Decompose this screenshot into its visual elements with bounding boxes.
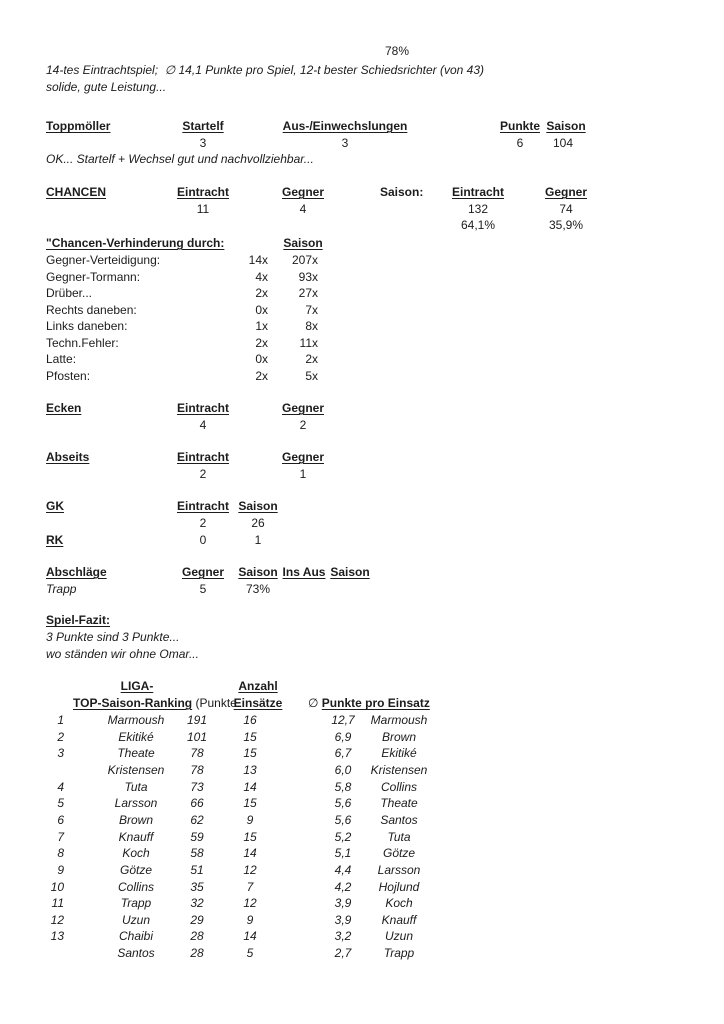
intro-row-2 — [0, 80, 724, 97]
verhinderung-row-label: Gegner-Tormann: — [46, 269, 141, 284]
ranking-avg-player-name: Hojlund — [378, 879, 420, 894]
verhinderung-header-row — [0, 236, 724, 253]
ranking-row — [0, 946, 724, 963]
chancen-gegner-value: 4 — [299, 202, 307, 216]
ranking-rank: 13 — [50, 929, 64, 944]
abseits-gegner-value: 1 — [299, 467, 307, 481]
ranking-rank: 12 — [50, 912, 64, 927]
ranking-avg-player-name: Ekitiké — [381, 746, 417, 761]
abseits-label: Abseits — [46, 450, 90, 464]
intro-comment-1: 14-tes Eintrachtspiel; ∅ 14,1 Punkte pro Spiel, 12-t bester Schiedsrichter (von 43) — [46, 63, 485, 77]
chancen-col-gegner: Gegner — [281, 185, 324, 199]
ranking-appearances: 15 — [243, 746, 257, 761]
ranking-points: 35 — [190, 879, 204, 894]
verhinderung-col-saison: Saison — [283, 236, 323, 250]
karten-col-eintracht: Eintracht — [176, 499, 229, 513]
ranking-player-name: Marmoush — [107, 713, 165, 727]
abschlaege-col-gegner: Gegner — [181, 565, 224, 579]
ranking-player-name: Theate — [117, 746, 155, 761]
ranking-row — [0, 796, 724, 813]
ranking-points: 32 — [190, 896, 204, 911]
verhinderung-saison-value: 8x — [305, 319, 318, 333]
ranking-player-name: Götze — [119, 862, 152, 877]
verhinderung-spiel-value: 1x — [255, 319, 268, 333]
verhinderung-row — [0, 352, 724, 369]
coach-header-row — [0, 119, 724, 136]
ranking-points: 59 — [190, 829, 204, 844]
ranking-player-name: Larsson — [114, 796, 158, 811]
verhinderung-spiel-value: 0x — [255, 352, 268, 366]
ranking-player-name: Chaibi — [118, 929, 154, 944]
ranking-avg-player-name: Kristensen — [370, 762, 428, 777]
ranking-player-name: Ekitiké — [118, 729, 154, 744]
abschlaege-player: Trapp — [46, 582, 77, 596]
ranking-player-name: Trapp — [120, 896, 152, 911]
ranking-avg-player-name: Uzun — [384, 929, 413, 944]
ranking-rank: 8 — [57, 846, 64, 861]
ranking-points: 78 — [190, 762, 204, 777]
ranking-avg-player-name: Larsson — [377, 862, 421, 877]
ecken-col-eintracht: Eintracht — [176, 401, 229, 415]
verhinderung-spiel-value: 2x — [255, 335, 268, 350]
ranking-row — [0, 830, 724, 847]
ranking-avg-points: 5,6 — [334, 812, 352, 827]
fazit-header-row — [0, 613, 724, 630]
ranking-row — [0, 746, 724, 763]
verhinderung-row-label: Techn.Fehler: — [46, 335, 119, 350]
ranking-rank: 6 — [57, 812, 64, 827]
ranking-avg-points: 2,7 — [334, 946, 352, 961]
ranking-appearances: 15 — [243, 829, 257, 844]
ranking-rank: 10 — [50, 879, 64, 894]
abschlaege-values-row — [0, 582, 724, 599]
coach-col-punkte: Punkte — [499, 119, 540, 133]
fazit-comment-1: 3 Punkte sind 3 Punkte... — [46, 630, 180, 644]
ranking-row — [0, 713, 724, 730]
ranking-avg-points: 6,9 — [334, 729, 352, 744]
verhinderung-row-label: Drüber... — [46, 286, 93, 300]
ranking-rank: 11 — [51, 896, 64, 911]
ranking-avg-player-name: Tuta — [387, 829, 411, 844]
ranking-avg-points: 5,1 — [334, 846, 352, 861]
verhinderung-row-label: Gegner-Verteidigung: — [46, 253, 161, 267]
chancen-col-saison-gegner: Gegner — [544, 185, 587, 199]
coach-wechsel-value: 3 — [341, 136, 349, 150]
chancen-saison-eintracht-value: 132 — [467, 202, 489, 216]
verhinderung-spiel-value: 4x — [255, 269, 268, 284]
coach-startelf-value: 3 — [199, 136, 207, 150]
ranking-player-name: Koch — [122, 846, 150, 861]
ranking-row — [0, 763, 724, 780]
intro-row-1 — [0, 63, 724, 80]
fazit-row-1 — [0, 630, 724, 647]
ranking-avg-points: 3,2 — [334, 929, 352, 944]
ranking-appearances: 9 — [246, 812, 254, 827]
abschlaege-col-ins-aus: Ins Aus — [282, 565, 326, 579]
ranking-player-name: Tuta — [124, 779, 148, 794]
ranking-player-name: Knauff — [118, 829, 154, 844]
abschlaege-gegner-value: 5 — [199, 582, 207, 596]
ranking-header-einsaetze: Einsätze — [233, 696, 283, 710]
verhinderung-row-label: Rechts daneben: — [46, 302, 137, 317]
verhinderung-saison-value: 207x — [291, 253, 318, 267]
ranking-row — [0, 846, 724, 863]
ranking-header-liga: LIGA- — [120, 679, 154, 693]
abseits-col-gegner: Gegner — [281, 450, 324, 464]
ranking-player-name: Santos — [117, 946, 155, 961]
ranking-avg-player-name: Koch — [385, 896, 413, 911]
ranking-header-topranking-bold: TOP-Saison-Ranking — [73, 696, 193, 710]
ranking-row — [0, 913, 724, 930]
ranking-avg-player-name: Santos — [380, 812, 418, 827]
ecken-col-gegner: Gegner — [281, 401, 324, 415]
coach-saison-value: 104 — [552, 136, 574, 150]
rk-row — [0, 533, 724, 550]
ranking-points: 73 — [190, 779, 204, 794]
ranking-avg-points: 5,8 — [334, 779, 352, 794]
ranking-appearances: 9 — [246, 912, 254, 927]
rk-eintracht-value: 0 — [199, 533, 207, 547]
verhinderung-row — [0, 336, 724, 353]
ranking-header-row-2 — [0, 696, 724, 713]
ranking-points: 66 — [190, 796, 204, 811]
ranking-rank: 3 — [57, 746, 64, 761]
ranking-player-name: Collins — [117, 879, 154, 894]
ranking-row — [0, 813, 724, 830]
ranking-rank: 5 — [57, 796, 64, 811]
ranking-appearances: 7 — [246, 879, 254, 894]
ranking-avg-player-name: Theate — [380, 796, 418, 811]
coach-comment-row — [0, 152, 724, 169]
coach-col-wechsel: Aus-/Einwechslungen — [282, 119, 408, 133]
ranking-appearances: 14 — [243, 929, 257, 944]
ranking-appearances: 16 — [243, 713, 257, 727]
gk-eintracht-value: 2 — [199, 516, 207, 530]
ranking-points: 78 — [190, 746, 204, 761]
ranking-rank: 9 — [57, 862, 64, 877]
ranking-appearances: 12 — [243, 862, 257, 877]
chancen-label: CHANCEN — [46, 185, 106, 199]
chancen-col-eintracht: Eintracht — [176, 185, 229, 199]
ranking-points: 58 — [190, 846, 204, 861]
verhinderung-row-label: Pfosten: — [46, 368, 91, 383]
ranking-appearances: 14 — [243, 846, 257, 861]
verhinderung-row — [0, 303, 724, 320]
verhinderung-row-label: Latte: — [46, 352, 77, 366]
verhinderung-label: "Chancen-Verhinderung durch: — [46, 236, 225, 250]
chancen-saison-gegner-value: 74 — [559, 202, 573, 216]
fazit-comment-2: wo ständen wir ohne Omar... — [46, 647, 199, 661]
ranking-avg-player-name: Trapp — [383, 946, 415, 961]
verhinderung-row — [0, 319, 724, 336]
ranking-header-anzahl: Anzahl — [238, 679, 278, 693]
verhinderung-row — [0, 369, 724, 386]
ranking-rank: 4 — [57, 779, 64, 794]
ranking-rank: 1 — [57, 713, 64, 727]
ranking-rank: 2 — [57, 729, 64, 744]
verhinderung-saison-value: 93x — [298, 269, 318, 284]
gk-label: GK — [46, 499, 64, 513]
chancen-saison-label: Saison: — [380, 185, 424, 199]
ranking-points: 28 — [190, 946, 204, 961]
verhinderung-row — [0, 253, 724, 270]
chancen-eintracht-value: 11 — [196, 202, 210, 216]
referee-percent: 78% — [384, 44, 410, 58]
ranking-appearances: 12 — [243, 896, 257, 911]
ranking-appearances: 15 — [243, 729, 257, 744]
ranking-appearances: 5 — [246, 946, 254, 961]
abschlaege-col-saison: Saison — [238, 565, 278, 579]
karten-col-saison: Saison — [238, 499, 278, 513]
ranking-row — [0, 896, 724, 913]
chancen-values-row — [0, 202, 724, 219]
ranking-avg-points: 3,9 — [334, 912, 352, 927]
chancen-saison-gegner-pct: 35,9% — [548, 218, 584, 232]
ranking-header-avg — [308, 696, 430, 710]
abschlaege-saison-value: 73% — [245, 582, 271, 596]
chancen-saison-eintracht-pct: 64,1% — [460, 218, 496, 232]
verhinderung-row-label: Links daneben: — [46, 319, 128, 333]
ranking-points: 51 — [190, 862, 204, 877]
ecken-eintracht-value: 4 — [199, 418, 207, 432]
ranking-avg-points: 5,6 — [334, 796, 352, 811]
ecken-label: Ecken — [46, 401, 82, 415]
coach-label: Toppmöller — [46, 119, 111, 133]
top-percent-row — [0, 44, 724, 61]
abschlaege-header-row — [0, 565, 724, 582]
ranking-points: 28 — [190, 929, 204, 944]
verhinderung-spiel-value: 0x — [255, 302, 268, 317]
average-symbol: ∅ — [308, 696, 322, 710]
ranking-appearances: 14 — [243, 779, 257, 794]
ecken-header-row — [0, 401, 724, 418]
ranking-row — [0, 730, 724, 747]
gk-values-row — [0, 516, 724, 533]
coach-comment: OK... Startelf + Wechsel gut und nachvollziehbar... — [46, 152, 314, 166]
abseits-header-row — [0, 450, 724, 467]
ranking-points: 29 — [190, 912, 204, 927]
abseits-col-eintracht: Eintracht — [176, 450, 229, 464]
verhinderung-saison-value: 11x — [299, 335, 318, 350]
ranking-avg-player-name: Knauff — [381, 912, 417, 927]
ranking-avg-points: 12,7 — [331, 713, 355, 727]
ranking-row — [0, 780, 724, 797]
chancen-col-saison-eintracht: Eintracht — [451, 185, 504, 199]
abschlaege-col-saison2: Saison — [330, 565, 370, 579]
ranking-player-name: Brown — [118, 812, 153, 827]
intro-comment-2: solide, gute Leistung... — [46, 80, 167, 94]
fazit-label: Spiel-Fazit: — [46, 613, 111, 627]
ranking-avg-points: 3,9 — [334, 896, 352, 911]
ranking-row — [0, 863, 724, 880]
verhinderung-saison-value: 5x — [305, 368, 318, 383]
ranking-avg-points: 6,7 — [334, 746, 352, 761]
ecken-gegner-value: 2 — [299, 418, 307, 432]
ranking-points: 191 — [186, 713, 208, 727]
rk-saison-value: 1 — [254, 533, 262, 547]
ranking-avg-points: 5,2 — [334, 829, 352, 844]
ranking-avg-player-name: Collins — [380, 779, 417, 794]
ranking-row — [0, 880, 724, 897]
ranking-points: 101 — [186, 729, 208, 744]
chancen-header-row — [0, 185, 724, 202]
ranking-avg-player-name: Brown — [381, 729, 416, 744]
ranking-avg-player-name: Götze — [382, 846, 415, 861]
rk-label: RK — [46, 533, 64, 547]
ranking-row — [0, 929, 724, 946]
verhinderung-saison-value: 2x — [305, 352, 318, 366]
ranking-header-avg-bold: Punkte pro Einsatz — [321, 696, 430, 710]
ranking-rank: 7 — [57, 829, 64, 844]
abschlaege-label: Abschläge — [46, 565, 107, 579]
verhinderung-saison-value: 27x — [298, 286, 318, 300]
coach-col-startelf: Startelf — [182, 119, 224, 133]
ranking-avg-player-name: Marmoush — [370, 713, 428, 727]
ranking-appearances: 15 — [243, 796, 257, 811]
gk-header-row — [0, 499, 724, 516]
gk-saison-value: 26 — [251, 516, 265, 530]
ranking-avg-points: 4,4 — [334, 862, 352, 877]
verhinderung-spiel-value: 2x — [255, 286, 268, 300]
verhinderung-row — [0, 270, 724, 287]
abseits-values-row — [0, 467, 724, 484]
ranking-header-topranking — [73, 696, 237, 710]
ranking-header-row-1 — [0, 679, 724, 696]
ranking-points: 62 — [190, 812, 204, 827]
ecken-values-row — [0, 418, 724, 435]
fazit-row-2 — [0, 647, 724, 664]
chancen-pct-row — [0, 218, 724, 235]
coach-values-row — [0, 136, 724, 153]
coach-col-saison: Saison — [546, 119, 586, 133]
ranking-header-punkte-plain: (Punkte — [192, 696, 237, 710]
ranking-avg-points: 6,0 — [334, 762, 352, 777]
ranking-player-name: Kristensen — [107, 762, 165, 777]
coach-punkte-value: 6 — [516, 136, 524, 150]
ranking-appearances: 13 — [243, 762, 257, 777]
ranking-player-name: Uzun — [121, 912, 150, 927]
verhinderung-spiel-value: 2x — [255, 368, 268, 383]
verhinderung-row — [0, 286, 724, 303]
verhinderung-spiel-value: 14x — [248, 253, 268, 267]
ranking-avg-points: 4,2 — [334, 879, 352, 894]
abseits-eintracht-value: 2 — [199, 467, 207, 481]
verhinderung-saison-value: 7x — [305, 302, 318, 317]
